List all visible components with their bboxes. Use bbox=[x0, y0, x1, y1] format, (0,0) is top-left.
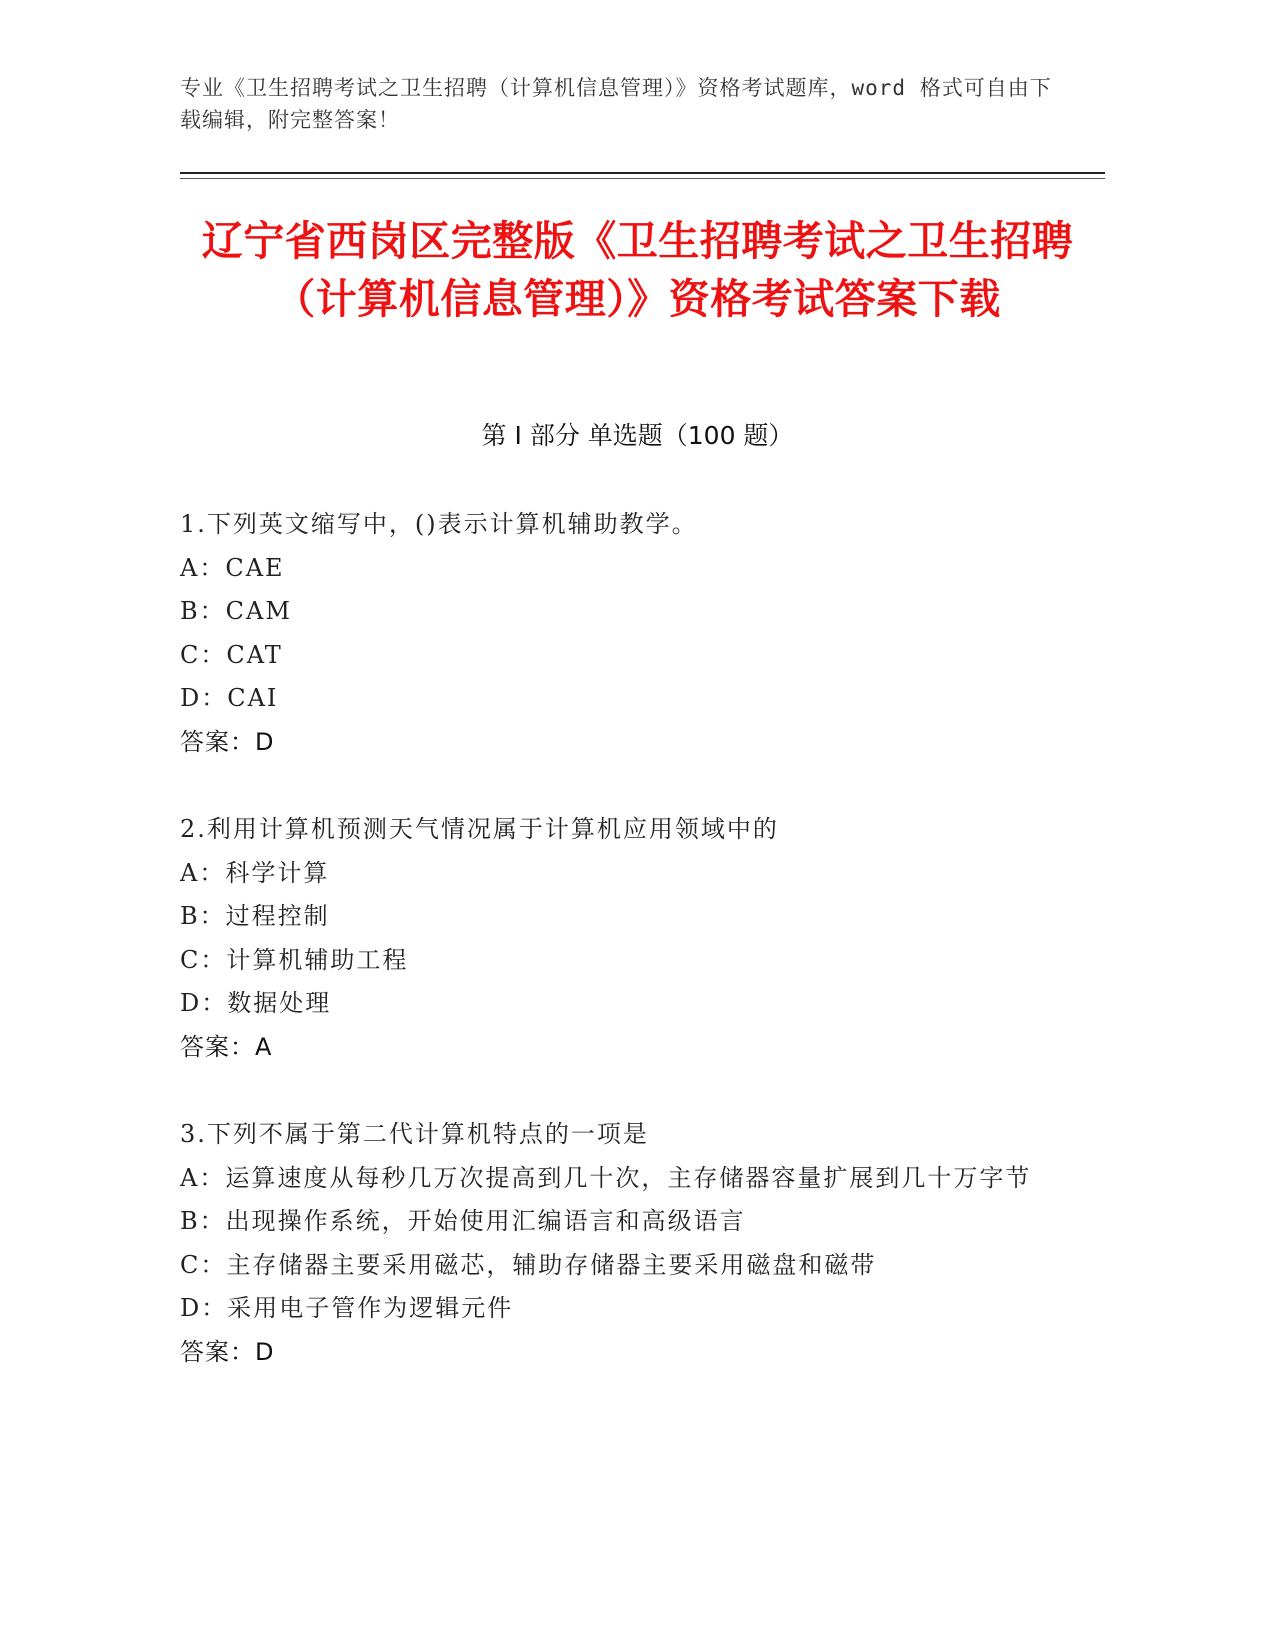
question-text: 1.下列英文缩写中，()表示计算机辅助教学。 bbox=[180, 510, 698, 538]
document-title: 辽宁省西岗区完整版《卫生招聘考试之卫生招聘（计算机信息管理）》资格考试答案下载 bbox=[201, 217, 1074, 323]
option-c: C：CAT bbox=[180, 640, 283, 669]
option-d: D：CAI bbox=[180, 684, 279, 712]
option-d: D：采用电子管作为逻辑元件 bbox=[180, 1294, 514, 1322]
option-a: A：科学计算 bbox=[180, 858, 330, 887]
option-a: A：CAE bbox=[180, 553, 285, 582]
option-d: D：数据处理 bbox=[180, 989, 332, 1017]
header-rule-thick bbox=[180, 172, 1105, 174]
question-block-3 bbox=[180, 1113, 1060, 1374]
option-b: B：出现操作系统，开始使用汇编语言和高级语言 bbox=[180, 1207, 746, 1235]
header-rule-thin bbox=[180, 178, 1105, 179]
question-text: 2.利用计算机预测天气情况属于计算机应用领域中的 bbox=[180, 815, 779, 843]
question-block-2 bbox=[180, 808, 1060, 1069]
question-text: 3.下列不属于第二代计算机特点的一项是 bbox=[180, 1120, 649, 1148]
answer-label: 答案：D bbox=[180, 1337, 275, 1366]
option-b: B：CAM bbox=[180, 597, 292, 625]
answer-label: 答案：A bbox=[180, 1032, 273, 1061]
option-a: A：运算速度从每秒几万次提高到几十次，主存储器容量扩展到几十万字节 bbox=[180, 1163, 1032, 1192]
section-title: 第 I 部分 单选题（100 题） bbox=[481, 421, 794, 450]
option-c: C：计算机辅助工程 bbox=[180, 945, 409, 974]
question-block-1 bbox=[180, 503, 1060, 764]
option-b: B：过程控制 bbox=[180, 902, 330, 930]
option-c: C：主存储器主要采用磁芯，辅助存储器主要采用磁盘和磁带 bbox=[180, 1250, 877, 1279]
answer-label: 答案：D bbox=[180, 727, 275, 756]
header-note: 专业《卫生招聘考试之卫生招聘（计算机信息管理）》资格考试题库，word 格式可自由下载编辑，附完整答案！ bbox=[180, 76, 1052, 132]
